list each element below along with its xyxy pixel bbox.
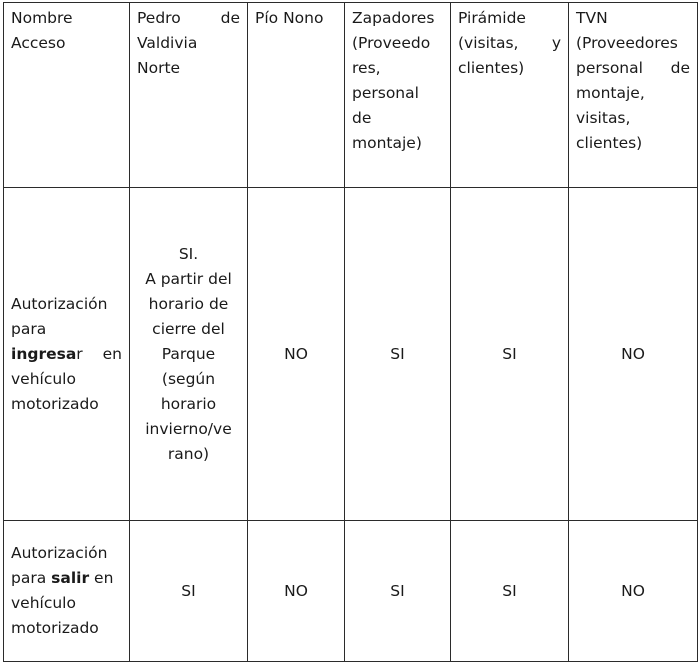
header-text: Norte xyxy=(137,59,181,77)
header-pedro-de-valdivia xyxy=(130,3,248,188)
header-text: Nombre xyxy=(11,9,73,27)
header-piramide xyxy=(451,3,569,188)
cell-text: SI. xyxy=(178,244,199,263)
row-label-text: motorizado xyxy=(11,394,99,413)
header-text: TVN xyxy=(576,9,608,27)
header-text: Pirámide xyxy=(458,9,526,27)
header-text: res, xyxy=(352,59,381,77)
cell-salir-tvn: NO xyxy=(569,521,698,662)
header-text: Valdivia xyxy=(137,34,198,52)
row-label-bold: salir xyxy=(51,569,90,587)
cell-salir-piramide: SI xyxy=(451,521,569,662)
access-authorization-table xyxy=(3,2,698,662)
cell-ingresar-pio-nono: NO xyxy=(248,188,345,521)
cell-ingresar-pedro xyxy=(130,188,248,521)
header-pio-nono xyxy=(248,3,345,188)
row-label-bold: ingresa xyxy=(11,344,77,363)
header-text: de xyxy=(352,109,372,127)
header-text: personal xyxy=(352,84,419,102)
header-text: Pío Nono xyxy=(255,9,324,27)
header-text: (Proveedo xyxy=(352,34,431,52)
row-label-text: para xyxy=(11,569,52,587)
header-text: visitas, xyxy=(576,109,631,127)
row-label-text: en xyxy=(89,569,114,587)
row-label-text: vehículo xyxy=(11,594,76,612)
header-text: Zapadores xyxy=(352,9,435,27)
row-label-text: para xyxy=(11,319,47,338)
cell-salir-pedro: SI xyxy=(130,521,248,662)
row-label-text: r en xyxy=(76,344,122,363)
table-row-ingresar xyxy=(4,188,698,521)
cell-text: A partir del xyxy=(145,269,232,288)
cell-ingresar-piramide: SI xyxy=(451,188,569,521)
cell-salir-zapadores: SI xyxy=(345,521,451,662)
header-text: personal de xyxy=(576,59,690,77)
header-text: Acceso xyxy=(11,34,66,52)
header-text: clientes) xyxy=(576,134,643,152)
cell-text: Parque xyxy=(161,344,216,363)
cell-salir-pio-nono: NO xyxy=(248,521,345,662)
header-text: (Proveedores xyxy=(576,34,678,52)
row-label-text: vehículo xyxy=(11,369,76,388)
row-label-text: Autorización xyxy=(11,544,108,562)
cell-text: horario de xyxy=(148,294,229,313)
header-text: clientes) xyxy=(458,59,525,77)
cell-text: invierno/ve xyxy=(145,419,232,438)
row-label-salir xyxy=(4,521,130,662)
cell-text: (según xyxy=(161,369,216,388)
table-header-row xyxy=(4,3,698,188)
header-text: montaje, xyxy=(576,84,645,102)
header-text: Pedro de xyxy=(137,9,240,27)
header-text: montaje) xyxy=(352,134,422,152)
row-label-text: motorizado xyxy=(11,619,99,637)
table-row-salir xyxy=(4,521,698,662)
cell-ingresar-zapadores: SI xyxy=(345,188,451,521)
header-text: (visitas, y xyxy=(458,34,561,52)
row-label-text: Autorización xyxy=(11,294,108,313)
cell-text: cierre del xyxy=(152,319,225,338)
row-label-ingresar xyxy=(4,188,130,521)
header-tvn xyxy=(569,3,698,188)
header-nombre-acceso xyxy=(4,3,130,188)
header-zapadores xyxy=(345,3,451,188)
cell-ingresar-tvn: NO xyxy=(569,188,698,521)
cell-text: rano) xyxy=(167,444,210,463)
cell-text: horario xyxy=(160,394,217,413)
